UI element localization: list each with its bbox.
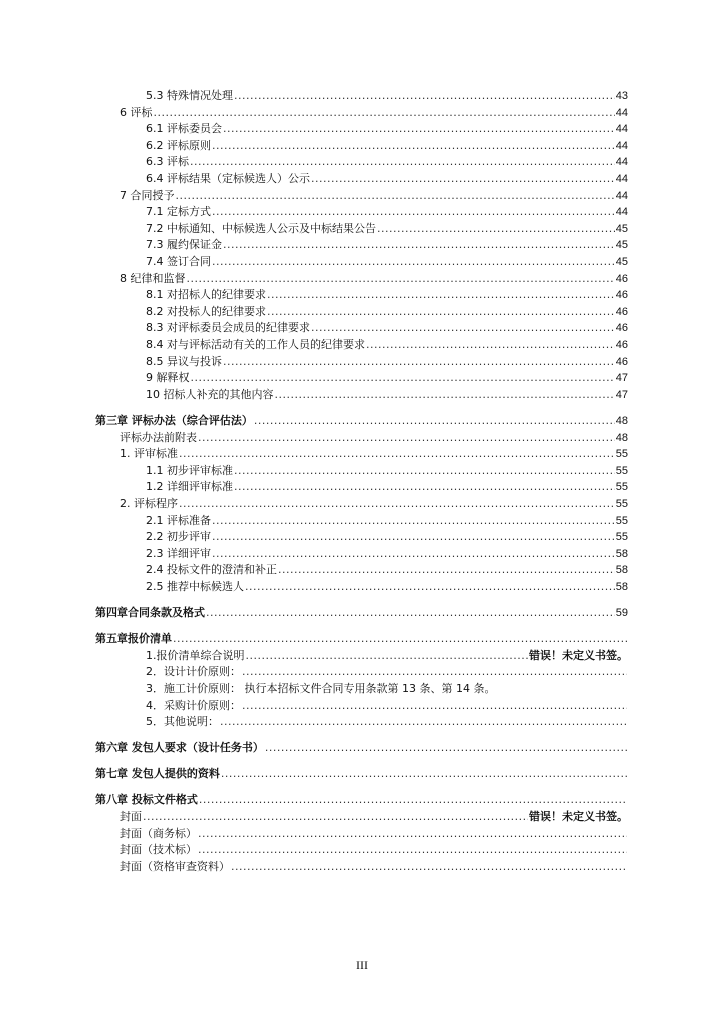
toc-entry[interactable] [146,89,628,103]
toc-entry-title: 10 招标人补充的其他内容 [146,387,274,401]
toc-entry-page: 55 [615,464,628,477]
toc-entry[interactable] [146,715,628,729]
toc-entry-title: 2．设计计价原则： [146,665,241,679]
toc-entry-title: 6 评标 [120,105,153,119]
toc-entry[interactable] [120,106,628,120]
toc-entry-title: 2.5 推荐中标候选人 [146,579,244,593]
toc-entry[interactable] [95,793,628,807]
toc-entry-title: 4．采购计价原则： [146,698,241,712]
toc-entry-title: 6.2 评标原则 [146,138,211,152]
toc-entry-page: 46 [615,322,628,335]
toc-entry-title: 5．其他说明： [146,715,219,729]
toc-leader-dots [176,189,615,203]
toc-leader-dots [221,767,627,781]
toc-entry[interactable] [146,665,628,679]
toc-leader-dots [246,649,529,663]
toc-entry[interactable] [146,288,628,302]
toc-entry-title: 8.2 对投标人的纪律要求 [146,304,266,318]
toc-leader-dots [231,860,627,874]
toc-leader-dots [212,530,615,544]
toc-entry-page: 55 [615,514,628,527]
toc-entry-title: 第八章 投标文件格式 [95,793,198,807]
toc-entry-title: 7.1 定标方式 [146,205,211,219]
toc-entry-title: 第六章 发包人要求（设计任务书） [95,741,264,755]
toc-leader-dots [212,514,615,528]
toc-entry-page: 48 [615,414,628,427]
toc-entry[interactable] [146,682,628,696]
toc-leader-dots [206,606,615,620]
toc-entry-page: 44 [615,106,628,119]
toc-leader-dots [198,827,627,841]
toc-entry[interactable] [146,530,628,544]
toc-entry-title: 评标办法前附表 [120,430,197,444]
toc-entry-page: 44 [615,123,628,136]
toc-leader-dots [275,388,615,402]
toc-entry-title: 5.3 特殊情况处理 [146,89,233,102]
toc-entry-page: 45 [615,222,628,235]
toc-entry-page: 46 [615,339,628,351]
toc-leader-dots [254,414,615,428]
toc-leader-dots [179,497,615,511]
toc-entry-title: 7.3 履约保证金 [146,238,222,252]
toc-entry[interactable] [146,388,628,402]
toc-leader-dots [198,843,627,857]
toc-leader-dots [220,715,627,729]
toc-entry[interactable] [120,272,628,286]
toc-entry[interactable] [146,371,628,385]
toc-entry-title: 1.2 详细评审标准 [146,480,233,494]
toc-leader-dots [242,699,627,713]
toc-entry-page: 59 [615,607,628,619]
toc-entry[interactable] [146,563,628,577]
toc-leader-dots [212,255,615,269]
toc-leader-dots [143,810,528,824]
toc-entry-page: 46 [615,305,628,318]
toc-entry[interactable] [146,547,628,561]
toc-entry-page: 43 [615,90,628,102]
toc-leader-dots [223,355,615,369]
toc-leader-dots [234,464,615,478]
toc-entry-page: 45 [615,256,628,268]
toc-entry-title: 3．施工计价原则： 执行本招标文件合同专用条款第 13 条、第 14 条。 [146,681,496,695]
page-number: III [356,958,368,972]
toc-entry-title: 6.1 评标委员会 [146,122,222,136]
toc-entry[interactable] [120,860,628,874]
toc-leader-dots [179,447,615,461]
toc-entry[interactable] [146,355,628,369]
toc-entry[interactable] [120,447,628,461]
toc-entry-title: 7.4 签订合同 [146,255,211,268]
toc-leader-dots [267,305,615,319]
toc-entry[interactable] [146,255,628,269]
toc-leader-dots [187,272,615,286]
toc-entry-page: 48 [615,431,628,444]
toc-entry[interactable] [146,480,628,494]
toc-entry-page: 错误！未定义书签。 [529,811,628,823]
toc-entry[interactable] [146,222,628,236]
toc-entry-title: 封面（技术标） [120,843,197,857]
toc-entry-title: 6.3 评标 [146,155,189,169]
toc-entry[interactable] [146,514,628,528]
toc-entry[interactable] [146,238,628,252]
toc-entry-title: 2.4 投标文件的澄清和补正 [146,563,277,577]
toc-entry-title: 8.5 异议与投诉 [146,354,222,368]
toc-entry-title: 8.4 对与评标活动有关的工作人员的纪律要求 [146,338,365,351]
toc-entry-page: 44 [615,189,628,202]
toc-entry[interactable] [120,810,628,824]
toc-entry-title: 8.3 对评标委员会成员的纪律要求 [146,321,310,335]
toc-entry-page: 44 [615,173,628,185]
toc-leader-dots [154,106,615,120]
toc-leader-dots [234,480,615,494]
toc-entry-page: 46 [615,355,628,368]
toc-entry-title: 7 合同授予 [120,188,175,202]
toc-entry-title: 1.报价清单综合说明 [146,648,245,662]
toc-entry-title: 1. 评审标准 [120,447,178,461]
toc-entry[interactable] [95,414,628,428]
toc-entry[interactable] [146,305,628,319]
toc-entry[interactable] [95,632,628,646]
toc-entry[interactable] [120,827,628,841]
toc-leader-dots [198,431,615,445]
toc-entry[interactable] [146,464,628,478]
toc-entry-title: 第四章合同条款及格式 [95,606,205,619]
toc-entry[interactable] [146,699,628,713]
toc-leader-dots [267,288,615,302]
toc-entry-page: 55 [615,481,628,494]
toc-entry-title: 第七章 发包人提供的资料 [95,767,220,781]
toc-entry-page: 47 [615,388,628,401]
toc-leader-dots [265,741,627,755]
toc-leader-dots [212,139,615,153]
toc-leader-dots [377,222,615,236]
toc-entry[interactable] [146,580,628,594]
toc-entry[interactable] [146,321,628,335]
toc-entry[interactable] [95,741,628,755]
toc-entry[interactable] [146,205,628,219]
toc-entry-page: 44 [615,156,628,169]
toc-entry-title: 8.1 对招标人的纪律要求 [146,288,266,302]
toc-entry-title: 6.4 评标结果（定标候选人）公示 [146,172,310,185]
toc-entry-title: 封面 [120,810,142,823]
toc-leader-dots [366,338,615,352]
toc-entry-title: 9 解释权 [146,371,190,385]
toc-entry[interactable] [95,767,628,781]
toc-leader-dots [212,547,615,561]
toc-entry-page: 55 [615,448,628,461]
toc-leader-dots [173,632,627,646]
toc-entry-page: 45 [615,239,628,252]
toc-entry-page: 55 [615,531,628,544]
toc-entry-title: 封面（商务标） [120,826,197,840]
toc-entry[interactable] [146,139,628,153]
toc-entry-title: 2.3 详细评审 [146,546,211,560]
toc-leader-dots [278,563,615,577]
toc-entry-page: 错误！未定义书签。 [529,649,628,662]
toc-entry-title: 第三章 评标办法（综合评估法） [95,413,253,427]
toc-entry[interactable] [146,649,628,663]
toc-entry-page: 46 [615,289,628,302]
toc-entry-page: 44 [615,139,628,152]
toc-leader-dots [245,580,615,594]
toc-entry-title: 2.1 评标准备 [146,513,211,527]
toc-leader-dots [199,793,627,807]
toc-entry-title: 8 纪律和监督 [120,271,186,285]
toc-entry-page: 58 [615,580,628,593]
toc-leader-dots [190,155,615,169]
toc-entry-title: 2.2 初步评审 [146,530,211,544]
toc-entry[interactable] [120,189,628,203]
toc-leader-dots [223,122,615,136]
toc-entry[interactable] [146,172,628,186]
toc-entry-page: 44 [615,206,628,219]
toc-leader-dots [242,665,627,679]
toc-leader-dots [234,89,615,103]
toc-entry-page: 46 [615,272,628,285]
toc-entry[interactable] [146,338,628,352]
toc-entry-title: 2. 评标程序 [120,496,178,510]
toc-leader-dots [311,172,615,186]
toc-entry[interactable] [120,497,628,511]
toc-entry[interactable] [95,606,628,620]
toc-entry-page: 58 [615,564,628,577]
toc-entry-page: 58 [615,547,628,560]
toc-entry-title: 封面（资格审查资料） [120,859,230,873]
toc-entry[interactable] [146,122,628,136]
toc-entry[interactable] [120,843,628,857]
toc-leader-dots [191,371,615,385]
toc-entry-title: 7.2 中标通知、中标候选人公示及中标结果公告 [146,221,376,235]
toc-entry[interactable] [146,155,628,169]
toc-entry-title: 1.1 初步评审标准 [146,463,233,477]
toc-entry-page: 55 [615,497,628,510]
toc-entry[interactable] [120,431,628,445]
toc-entry-page: 47 [615,372,628,385]
toc-entry-title: 第五章报价清单 [95,632,172,646]
toc-leader-dots [223,238,615,252]
toc-leader-dots [311,321,615,335]
toc-leader-dots [212,205,615,219]
